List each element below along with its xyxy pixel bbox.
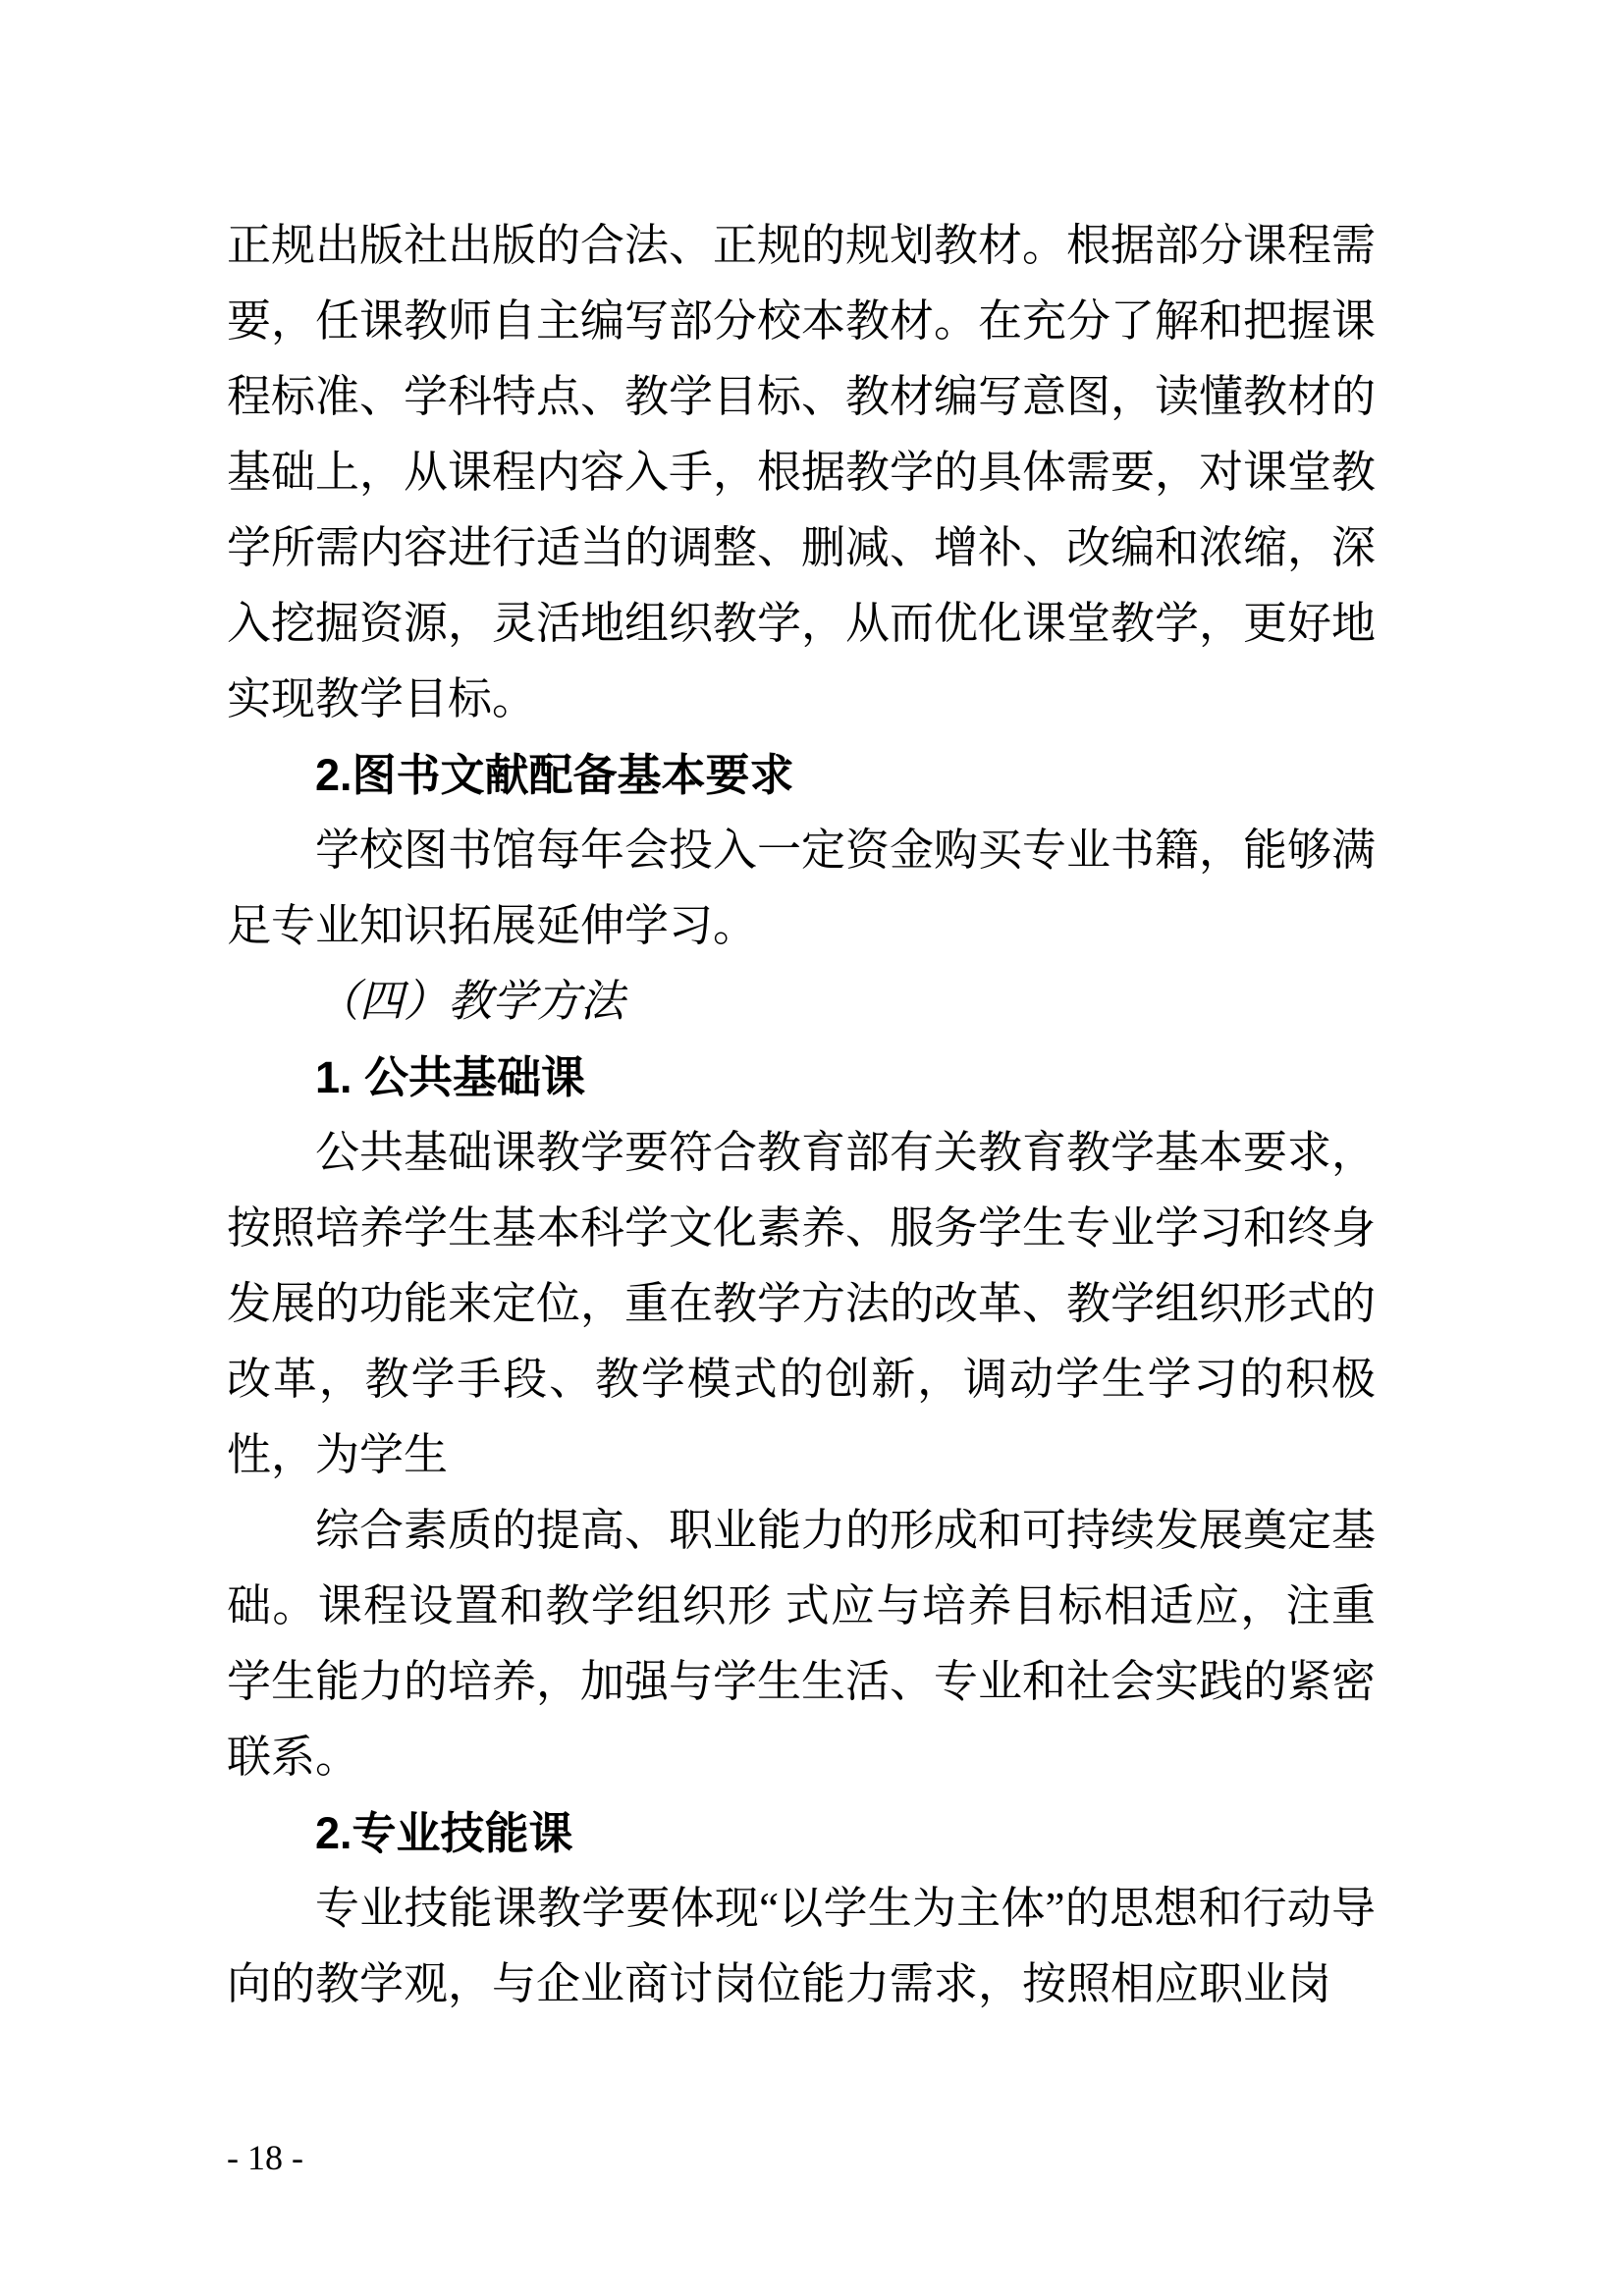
paragraph-comprehensive-quality: 综合素质的提高、职业能力的形成和可持续发展奠定基础。课程设置和教学组织形 式应与培养目标相适应，注重学生能力的培养，加强与学生生活、专业和社会实践的紧密联系。 — [227, 1506, 1377, 1782]
page-number: - 18 - — [227, 2138, 303, 2177]
heading-library-resources: 2.图书文献配备基本要求 — [315, 750, 794, 800]
heading-professional-skill-courses: 2.专业技能课 — [315, 1808, 573, 1858]
heading-public-basic-courses: 1. 公共基础课 — [315, 1052, 586, 1102]
paragraph-library-funding: 学校图书馆每年会投入一定资金购买专业书籍，能够满足专业知识拓展延伸学习。 — [227, 826, 1377, 950]
paragraph-public-basic-courses: 公共基础课教学要符合教育部有关教育教学基本要求，按照培养学生基本科学文化素养、服务学生专业学习和终身发展的功能来定位，重在教学方法的改革、教学组织形式的改革，教学手段、教学模式的创新，调动学生学习的积极性，为学生 — [227, 1128, 1377, 1479]
heading-teaching-methods: （四）教学方法 — [315, 977, 625, 1026]
paragraph-textbooks-continued: 正规出版社出版的合法、正规的规划教材。根据部分课程需要，任课教师自主编写部分校本教材。在充分了解和把握课程标准、学科特点、教学目标、教材编写意图，读懂教材的基础上，从课程内容入手，根据教学的具体需要，对课堂教学所需内容进行适当的调整、删减、增补、改编和浓缩，深入挖掘资源，灵活地组织教学，从而优化课堂教学，更好地实现教学目标。 — [227, 221, 1377, 723]
document-body — [227, 208, 1376, 2022]
paragraph-professional-skill-courses: 专业技能课教学要体现“以学生为主体”的思想和行动导向的教学观，与企业商讨岗位能力需求，按照相应职业岗 — [227, 1884, 1376, 2008]
